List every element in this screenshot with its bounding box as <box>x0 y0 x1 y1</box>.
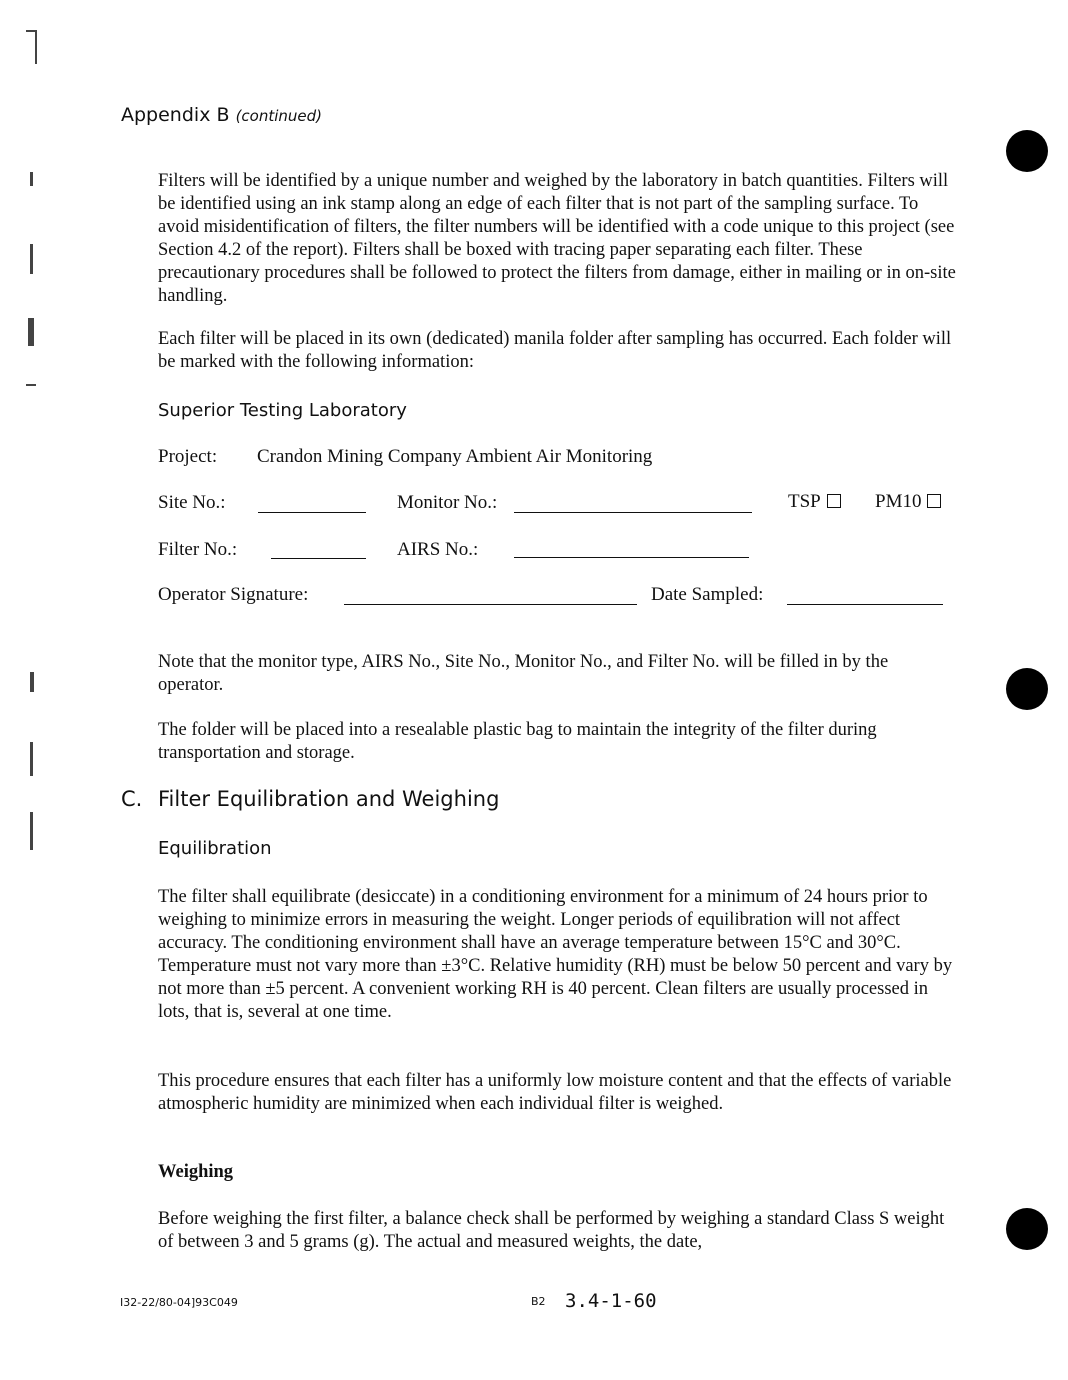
binder-hole <box>1006 130 1048 172</box>
scan-artifact <box>30 812 33 850</box>
lab-name: Superior Testing Laboratory <box>158 400 407 421</box>
date-field-line[interactable] <box>787 604 943 605</box>
footer-page-number: 3.4-1-60 <box>565 1290 657 1312</box>
project-label: Project: <box>158 446 218 467</box>
date-label: Date Sampled: <box>651 584 764 605</box>
section-c-letter: C. <box>121 787 143 811</box>
pm10-checkbox[interactable] <box>927 494 941 508</box>
airs-field-line[interactable] <box>514 557 749 558</box>
intro-paragraph-2: Each filter will be placed in its own (dedicated) manila folder after sampling has occurred. Each folder will be marked with the following information: <box>158 329 952 372</box>
weighing-heading: Weighing <box>158 1162 234 1182</box>
binder-hole <box>1006 1208 1048 1250</box>
section-c-heading <box>121 787 500 811</box>
filter-label: Filter No.: <box>158 539 238 560</box>
scan-artifact <box>30 172 33 186</box>
section-c-title: Filter Equilibration and Weighing <box>158 787 500 811</box>
intro-paragraph-1: Filters will be identified by a unique number and weighed by the laboratory in batch quantities. Filters will be identified using an ink stamp along an edge of each filter that is not part of the sampling surface. To avoid misidentification of filters, the filter numbers will be identified with a code unique to this project (see Section 4.2 of the report). Filters shall be boxed with tracing paper separating each filter. These precautionary procedures shall be followed to protect the filters from damage, either in mailing or in on-site handling. <box>158 171 956 306</box>
note-paragraph-1: Note that the monitor type, AIRS No., Site No., Monitor No., and Filter No. will be filled in by the operator. <box>158 652 889 695</box>
scan-artifact <box>30 672 34 692</box>
appendix-title: Appendix B <box>121 104 230 126</box>
scan-artifact <box>28 318 34 346</box>
appendix-subtitle: (continued) <box>235 107 323 125</box>
monitor-field-line[interactable] <box>514 512 752 513</box>
filter-field-line[interactable] <box>271 558 366 559</box>
operator-label: Operator Signature: <box>158 584 309 605</box>
equilibration-heading: Equilibration <box>158 838 272 859</box>
scan-artifact <box>30 244 33 274</box>
footer-page-label: B2 <box>531 1295 546 1308</box>
scan-artifact <box>35 30 37 64</box>
footer-doc-code: I32-22/80-04]93C049 <box>120 1296 238 1309</box>
tsp-label: TSP <box>788 491 821 512</box>
site-field-line[interactable] <box>258 512 366 513</box>
scan-artifact <box>30 742 33 776</box>
airs-label: AIRS No.: <box>397 539 479 560</box>
binder-hole <box>1006 668 1048 710</box>
operator-field-line[interactable] <box>344 604 637 605</box>
tsp-checkbox[interactable] <box>827 494 841 508</box>
scan-artifact <box>26 384 36 386</box>
site-label: Site No.: <box>158 492 226 513</box>
monitor-label: Monitor No.: <box>397 492 498 513</box>
equilibration-paragraph-2: This procedure ensures that each filter has a uniformly low moisture content and that the effects of variable atmospheric humidity are minimized when each individual filter is weighed. <box>158 1071 952 1114</box>
note-paragraph-2: The folder will be placed into a resealable plastic bag to maintain the integrity of the filter during transportation and storage. <box>158 720 877 763</box>
pm10-label: PM10 <box>875 491 922 512</box>
tsp-option <box>788 491 841 513</box>
page-header <box>121 104 322 126</box>
equilibration-paragraph-1: The filter shall equilibrate (desiccate) in a conditioning environment for a minimum of 24 hours prior to weighing to minimize errors in measuring the weight. Longer periods of equilibration will not affect accuracy. The conditioning environment shall have an average temperature between 15°C and 30°C. Temperature must not vary more than ±3°C. Relative humidity (RH) must be below 50 percent and vary by not more than ±5 percent. A convenient working RH is 40 percent. Clean filters are usually processed in lots, that is, several at one time. <box>158 887 953 1022</box>
project-value: Crandon Mining Company Ambient Air Monitoring <box>257 446 653 467</box>
pm10-option <box>875 491 941 513</box>
weighing-paragraph-1: Before weighing the first filter, a balance check shall be performed by weighing a standard Class S weight of between 3 and 5 grams (g). The actual and measured weights, the date, <box>158 1209 945 1252</box>
